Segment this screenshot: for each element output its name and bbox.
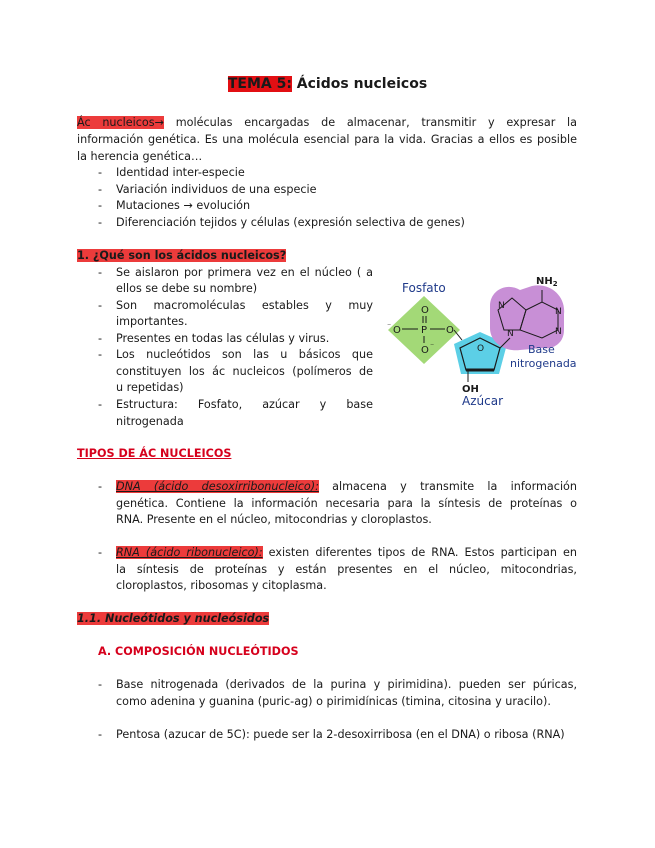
nh2-text: NH [536,276,553,287]
section-1-bullet: - [98,266,103,279]
section-1-item-5-line-1: Estructura: Fosfato, azúcar y base [116,398,373,411]
intro-list-item: Mutaciones → evolución [116,199,251,212]
section-1-bullet: - [98,332,103,345]
base-label-2: nitrogenada [510,357,577,370]
intro-term: Ác nucleicos→ [77,116,164,129]
section-1-heading [77,248,286,265]
section-a-heading: A. COMPOSICIÓN NUCLEÓTIDOS [98,645,299,658]
phosphate-o-right: O [446,325,454,336]
intro-list-bullet: - [98,216,103,229]
dna-bullet: - [98,480,103,493]
pentosa-line: Pentosa (azucar de 5C): puede ser la 2-desoxirribosa (en el DNA) o ribosa (RNA) [116,728,565,741]
intro-line-1 [77,115,577,132]
section-a-bullet: - [98,678,103,691]
phosphate-minus-bottom: ⁻ [430,341,435,350]
intro-list-item: Variación individuos de una especie [116,183,317,196]
section-1-item-4-line-2: constituyen los ác nucleicos (polímeros de [116,365,373,378]
nh2-sub: 2 [552,280,558,288]
base-n: N [555,307,562,317]
subsection-1-1-heading-text: 1.1. Nucleótidos y nucleósidos [77,612,270,625]
title-highlight: TEMA 5: [227,76,292,92]
dna-line-1 [116,479,577,496]
section-1-item-4-line-3: u repetidas) [116,381,184,394]
rna-term: RNA (ácido ribonucleico): [116,546,263,559]
nh2-label [536,276,558,288]
section-1-item-2-line-2: importantes. [116,315,188,328]
section-1-item-5-line-2: nitrogenada [116,415,184,428]
sugar-oh: OH [462,384,479,395]
intro-list-bullet: - [98,183,103,196]
base-shape [490,285,564,350]
dna-line-2: genética. Contiene la información necesaria para la síntesis de proteínas o [116,497,577,510]
tipos-heading: TIPOS DE ÁC NUCLEICOS [77,447,232,460]
section-1-item-3-line-1: Presentes en todas las células y virus. [116,332,330,345]
title-text: Ácidos nucleicos [291,76,428,92]
base-n: N [507,329,514,339]
rna-line-2: la síntesis de proteínas y están presentes en el núcleo, mitocondrias, [116,563,577,576]
azucar-label: Azúcar [462,394,503,408]
dna-line-3: RNA. Presente en el núcleo, mitocondrias y cloroplastos. [116,513,432,526]
rna-line-3: cloroplastos, ribosomas y citoplasma. [116,579,327,592]
section-1-heading-text: 1. ¿Qué son los ácidos nucleicos? [77,249,287,262]
phosphate-p: P [421,325,428,336]
subsection-1-1-heading [77,611,269,628]
sugar-o: O [477,344,485,354]
intro-line-3: la herencia genética… [77,150,203,163]
section-1-item-1-line-1: Se aislaron por primera vez en el núcleo ( a [116,266,373,279]
base-label-1: Base [528,343,555,356]
nucleotide-diagram [382,268,582,413]
dna-line-1-text: almacena y transmite la información [318,480,577,493]
section-1-bullet: - [98,398,103,411]
section-1-bullet: - [98,299,103,312]
dna-term: DNA (ácido desoxirribonucleico): [116,480,319,493]
section-1-item-2-line-1: Son macromoléculas estables y muy [116,299,373,312]
intro-list-bullet: - [98,166,103,179]
section-1-bullet: - [98,348,103,361]
intro-line-1-text: moléculas encargadas de almacenar, transmitir y expresar la [163,116,577,129]
section-1-item-1-line-2: ellos se debe su nombre) [116,282,258,295]
phosphate-o-left: O [393,325,401,336]
fosfato-label: Fosfato [402,281,446,295]
phosphate-o-bottom: O [421,345,429,356]
base-n: N [555,327,562,337]
intro-list-item: Identidad inter-especie [116,166,245,179]
base-line-2: como adenina y guanina (puric-ag) o pirimidínicas (timina, citosina y uracilo). [116,695,551,708]
intro-list-item: Diferenciación tejidos y células (expresión selectiva de genes) [116,216,465,229]
rna-bullet: - [98,546,103,559]
section-a-bullet: - [98,728,103,741]
section-1-item-4-line-1: Los nucleótidos son las u básicos que [116,348,373,361]
phosphate-minus-left: ⁻ [387,321,392,330]
intro-line-2: información genética. Es una molécula esencial para la vida. Gracias a ellos es posible [77,133,577,146]
base-n: N [498,301,505,311]
rna-line-1 [116,545,577,562]
intro-list-bullet: - [98,199,103,212]
phosphate-o-top: O [421,305,429,316]
rna-line-1-text: existen diferentes tipos de RNA. Estos participan en [262,546,577,559]
page-title [0,76,655,92]
base-line-1: Base nitrogenada (derivados de la purina y pirimidina). pueden ser púricas, [116,678,577,691]
